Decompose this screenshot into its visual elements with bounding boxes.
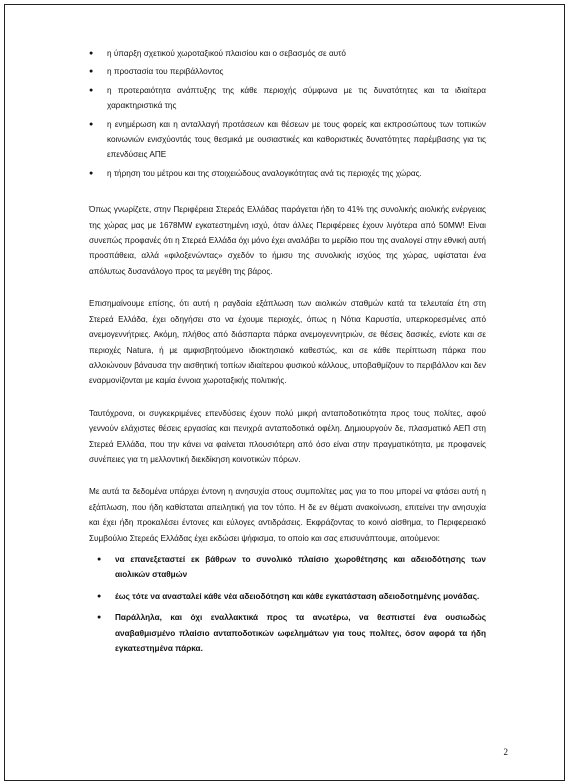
list-item: ● έως τότε να ανασταλεί κάθε νέα αδειοδότηση και κάθε εγκατάσταση αδειοδοτημένης μονάδας.	[97, 589, 486, 604]
demands-bullet-list	[89, 552, 486, 656]
list-item: ● Παράλληλα, και όχι εναλλακτικά προς τα ανωτέρω, να θεσπιστεί ένα ουσιωδώς αναβαθμισμένο πλαίσιο ανταποδοτικών ωφελημάτων για τους πολίτες, όσον αφορά τα ήδη εγκατεστημένα πάρκα.	[97, 610, 486, 656]
list-item: ● η προστασία του περιβάλλοντος	[89, 64, 486, 79]
list-item: ● η ύπαρξη σχετικού χωροταξικού πλαισίου και ο σεβασμός σε αυτό	[89, 46, 486, 61]
paragraph-returns: Ταυτόχρονα, οι συγκεκριμένες επενδύσεις έχουν πολύ μικρή ανταποδοτικότητα προς τους πολίτες, αφού γεννούν ελάχιστες θέσεις εργασίας και πενιχρά ανταποδοτικά οφέλη. Δημιουργούν δε, πλασματικό ΑΕΠ στη Στερεά Ελλάδα, που την κάνει να φαίνεται πλουσιότερη από όσο είναι στην πραγματικότητα, με προφανείς συνέπειες για τη μελλοντική διεκδίκηση κοινοτικών πόρων.	[89, 408, 486, 464]
paragraph-concern: Με αυτά τα δεδομένα υπάρχει έντονη η ανησυχία στους συμπολίτες μας για το που μπορεί να φτάσει αυτή η εξάπλωση, που ήδη καθίσταται απειλητική για τον τόπο. Η δε εν θέματι ανακοίνωση, επιτείνει την ανησυχία και έχει ήδη προκαλέσει έντονες και εύλογες αντιδράσεις. Εκφράζοντας το κοινό αίσθημα, το Περιφερειακό Συμβούλιο Στερεάς Ελλάδας έχει εκδώσει ψήφισμα, το οποίο και σας επισυνάπτουμε, αιτούμενοι:	[89, 487, 486, 543]
paragraph-expansion: Επισημαίνουμε επίσης, ότι αυτή η ραγδαία εξάπλωση των αιολικών σταθμών κατά τα τελευταία έτη στη Στερεά Ελλάδα, έχει οδηγήσει στο να έχουμε περιοχές, όπως η Νότια Καρυστία, υπερκορεσμένες από ανεμογεννήτριες. Ακόμη, πλήθος από διάσπαρτα πάρκα ανεμογεννητριών, σε θέσεις δασικές, ενίοτε και σε περιοχές Natura, ή με αμφισβητούμενο ιδιοκτησιακό καθεστώς, και σε κάθε περίπτωση πάρκα που αλλοιώνουν βάναυσα την αισθητική τοπίων ιδιαίτερου φυσικού κάλλους, υποβαθμίζουν το περιβάλλον και δεν εναρμονίζονται με καμία έννοια χωροταξικής πολιτικής.	[89, 299, 486, 386]
intro-bullet-list	[89, 46, 486, 181]
list-item: ● η τήρηση του μέτρου και της στοιχειώδους αναλογικότητας ανά τις περιοχές της χώρας.	[89, 166, 486, 181]
paragraph-wind-share: Όπως γνωρίζετε, στην Περιφέρεια Στερεάς Ελλάδας παράγεται ήδη το 41% της συνολικής αιολικής ενέργειας της χώρας μας με 1678MW εγκατεστημένη ισχύ, όταν άλλες Περιφέρειες έχουν λιγότερα από 50MW! Είναι συνεπώς προφανές ότι η Στερεά Ελλάδα όχι μόνο έχει αναλάβει το μερίδιο που της αναλογεί στην εθνική αυτή προσπάθεια, αλλά «φιλοξενώντας» σχεδόν το ήμισυ της συνολικής ισχύος της χώρας, υφίσταται ένα απόλυτως δυσανάλογο προς τα μεγέθη της βάρος.	[89, 205, 486, 276]
list-item: ● η ενημέρωση και η ανταλλαγή προτάσεων και θέσεων με τους φορείς και εκπροσώπους των τοπικών κοινωνιών ενισχύοντάς τους θεσμικά με ουσιαστικές και καθοριστικές δυνατότητες παρέμβασης για τις επενδύσεις ΑΠΕ	[89, 117, 486, 163]
page-content	[89, 46, 486, 662]
list-item: ● η προτεραιότητα ανάπτυξης της κάθε περιοχής σύμφωνα με τις δυνατότητες και τα ιδιαίτερα χαρακτηριστικά της	[89, 83, 486, 114]
document-page	[4, 4, 565, 781]
list-item: ● να επανεξεταστεί εκ βάθρων το συνολικό πλαίσιο χωροθέτησης και αδειοδότησης των αιολικών σταθμών	[97, 552, 486, 583]
page-number: 2	[503, 747, 508, 757]
